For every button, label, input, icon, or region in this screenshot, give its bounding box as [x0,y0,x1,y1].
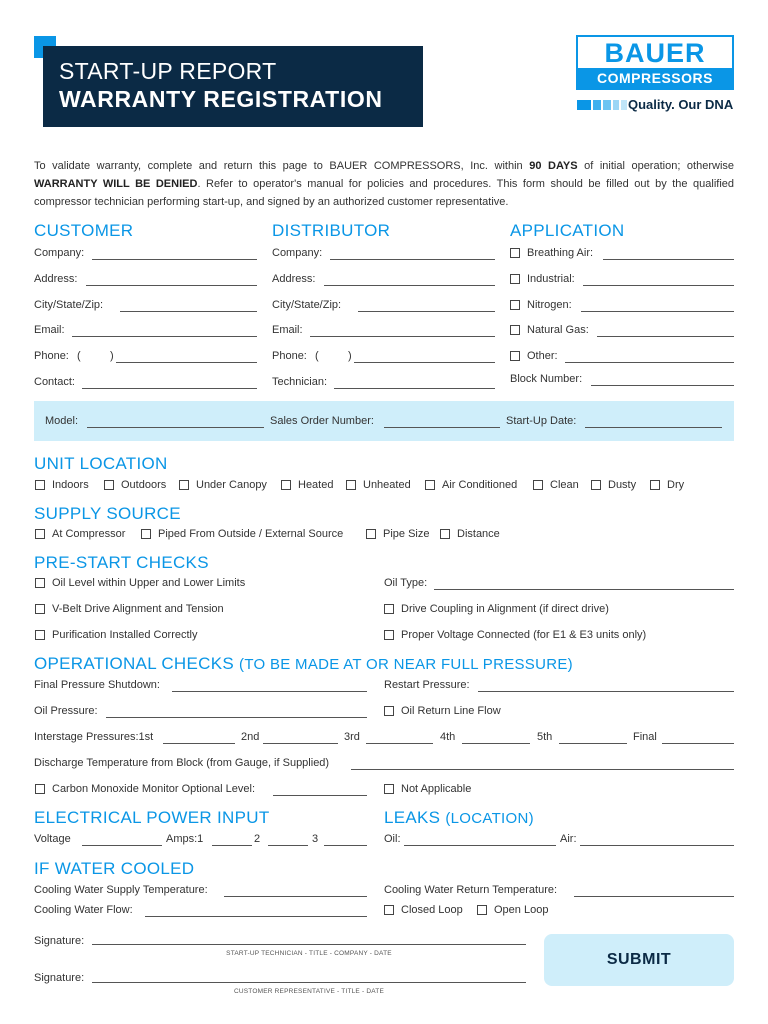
oil-pressure-label: Oil Pressure: [34,705,98,717]
breathing-air-label: Breathing Air: [527,247,594,259]
oil-level-label: Oil Level within Upper and Lower Limits [52,577,246,589]
intro-text-2: of initial operation; otherwise [577,160,735,172]
leaks-air-field[interactable] [580,845,734,846]
return-temp-label: Cooling Water Return Temperature: [384,884,558,896]
open-loop-checkbox[interactable] [477,905,487,915]
breathing-air-field[interactable] [603,259,734,260]
distributor-company-label: Company: [272,247,323,259]
submit-button[interactable]: SUBMIT [544,934,734,986]
interstage-final-label: Final [633,731,657,743]
sales-order-label: Sales Order Number: [270,415,374,427]
piped-from-outside-label: Piped From Outside / External Source [158,528,344,540]
intro-text-1: To validate warranty, complete and return this page to BAUER COMPRESSORS, Inc. within [34,160,530,172]
interstage-final-field[interactable] [662,743,734,744]
breathing-air-checkbox[interactable] [510,248,520,258]
oil-return-label: Oil Return Line Flow [401,705,501,717]
interstage-label: Interstage Pressures:1st [34,731,154,743]
final-pressure-label: Final Pressure Shutdown: [34,679,160,691]
intro-denied: WARRANTY WILL BE DENIED [34,178,198,190]
unheated-checkbox[interactable] [346,480,356,490]
drive-coupling-label: Drive Coupling in Alignment (if direct drive) [401,603,609,615]
block-number-field[interactable] [591,385,734,386]
not-applicable-label: Not Applicable [401,783,472,795]
title-line2: WARRANTY REGISTRATION [59,86,383,112]
customer-contact-field[interactable] [82,388,257,389]
oil-type-label: Oil Type: [384,577,428,589]
co-monitor-label: Carbon Monoxide Monitor Optional Level: [52,783,256,795]
logo-gradient-bars [577,100,629,110]
oil-pressure-field[interactable] [106,717,367,718]
supply-source-heading: SUPPLY SOURCE [34,504,181,523]
natural-gas-field[interactable] [597,336,734,337]
customer-company-label: Company: [34,247,85,259]
customer-email-field[interactable] [72,336,257,337]
amps-3-label: 3 [312,833,319,845]
outdoors-checkbox[interactable] [104,480,114,490]
distributor-phone-paren-close: ) [348,350,352,362]
model-field[interactable] [87,427,264,428]
distributor-technician-label: Technician: [272,376,328,388]
open-loop-label: Open Loop [494,904,549,916]
customer-phone-paren-close: ) [110,350,114,362]
customer-city-field[interactable] [120,311,257,312]
industrial-field[interactable] [583,285,734,286]
title-line1: START-UP REPORT [59,58,277,84]
logo-tagline: Quality. Our DNA [628,97,734,112]
natural-gas-label: Natural Gas: [527,324,589,336]
leaks-air-label: Air: [560,833,577,845]
distributor-city-field[interactable] [358,311,495,312]
indoors-checkbox[interactable] [35,480,45,490]
dry-label: Dry [667,479,685,491]
oil-return-checkbox[interactable] [384,706,394,716]
signature-1-label: Signature: [34,935,85,947]
distance-label: Distance [457,528,500,540]
water-flow-field[interactable] [145,916,367,917]
under-canopy-label: Under Canopy [196,479,267,491]
outdoors-label: Outdoors [121,479,167,491]
other-field[interactable] [565,362,734,363]
nitrogen-field[interactable] [581,311,734,312]
signature-2-field[interactable] [92,982,526,983]
under-canopy-checkbox[interactable] [179,480,189,490]
distributor-technician-field[interactable] [334,388,495,389]
supply-temp-field[interactable] [224,896,367,897]
leaks-heading [384,808,534,828]
interstage-3rd-field[interactable] [366,743,433,744]
interstage-5th-label: 5th [537,731,553,743]
dusty-label: Dusty [608,479,637,491]
distributor-company-field[interactable] [330,259,495,260]
distributor-address-label: Address: [272,273,316,285]
drive-coupling-checkbox[interactable] [384,604,394,614]
co-monitor-field[interactable] [273,795,367,796]
proper-voltage-label: Proper Voltage Connected (for E1 & E3 units only) [401,629,647,641]
customer-company-field[interactable] [92,259,257,260]
customer-city-label: City/State/Zip: [34,299,104,311]
signature-1-field[interactable] [92,944,526,945]
interstage-5th-field[interactable] [559,743,627,744]
voltage-label: Voltage [34,833,71,845]
water-cooled-heading: IF WATER COOLED [34,859,195,878]
intro-text-3: . Refer to operator's manual for policies and procedures. This form should be filled out by the qualified compressor technician performing start-up, and signed by an authorized customer representative. [34,178,734,208]
distributor-phone-paren-open: ( [315,350,319,362]
closed-loop-checkbox[interactable] [384,905,394,915]
other-checkbox[interactable] [510,351,520,361]
pipe-size-checkbox[interactable] [366,529,376,539]
model-info-bar [34,401,734,441]
operational-heading [34,654,573,674]
return-temp-field[interactable] [574,896,734,897]
distributor-phone-label: Phone: [272,350,307,362]
application-heading: APPLICATION [510,221,625,240]
sales-order-field[interactable] [384,427,500,428]
customer-address-field[interactable] [86,285,257,286]
leaks-heading-main: LEAKS [384,808,441,827]
heated-label: Heated [298,479,334,491]
interstage-2nd-label: 2nd [241,731,260,743]
vbelt-checkbox[interactable] [35,604,45,614]
air-conditioned-label: Air Conditioned [442,479,518,491]
model-label: Model: [45,415,79,427]
clean-checkbox[interactable] [533,480,543,490]
proper-voltage-checkbox[interactable] [384,630,394,640]
oil-level-checkbox[interactable] [35,578,45,588]
distance-checkbox[interactable] [440,529,450,539]
final-pressure-field[interactable] [172,691,367,692]
leaks-oil-label: Oil: [384,833,401,845]
interstage-1st-field[interactable] [163,743,235,744]
startup-date-label: Start-Up Date: [506,415,577,427]
water-flow-label: Cooling Water Flow: [34,904,133,916]
other-label: Other: [527,350,558,362]
signature-1-caption: START-UP TECHNICIAN - TITLE - COMPANY - DATE [226,950,392,957]
interstage-4th-label: 4th [440,731,456,743]
customer-phone-label: Phone: [34,350,69,362]
startup-date-field[interactable] [585,427,722,428]
purification-checkbox[interactable] [35,630,45,640]
industrial-checkbox[interactable] [510,274,520,284]
amps-3-field[interactable] [324,845,367,846]
customer-heading: CUSTOMER [34,221,134,240]
oil-type-field[interactable] [434,589,734,590]
co-monitor-checkbox[interactable] [35,784,45,794]
unheated-label: Unheated [363,479,411,491]
indoors-label: Indoors [52,479,89,491]
amps-2-field[interactable] [268,845,308,846]
dusty-checkbox[interactable] [591,480,601,490]
block-number-label: Block Number: [510,373,583,385]
operational-heading-sub: (TO BE MADE AT OR NEAR FULL PRESSURE) [239,656,573,673]
customer-contact-label: Contact: [34,376,75,388]
distributor-heading: DISTRIBUTOR [272,221,391,240]
restart-pressure-field[interactable] [478,691,734,692]
purification-label: Purification Installed Correctly [52,629,198,641]
customer-address-label: Address: [34,273,78,285]
air-conditioned-checkbox[interactable] [425,480,435,490]
title-banner [43,46,423,127]
natural-gas-checkbox[interactable] [510,325,520,335]
intro-paragraph [34,157,734,211]
distributor-phone-field[interactable] [354,362,495,363]
unit-location-heading: UNIT LOCATION [34,454,168,473]
distributor-email-field[interactable] [310,336,495,337]
logo-brand: BAUER [604,38,706,68]
piped-from-outside-checkbox[interactable] [141,529,151,539]
signature-2-label: Signature: [34,972,85,984]
interstage-4th-field[interactable] [462,743,530,744]
amps-1-field[interactable] [212,845,252,846]
customer-phone-field[interactable] [116,362,257,363]
intro-days: 90 DAYS [529,160,578,172]
vbelt-label: V-Belt Drive Alignment and Tension [52,603,224,615]
voltage-field[interactable] [82,845,162,846]
customer-phone-paren-open: ( [77,350,81,362]
bauer-logo [576,35,734,90]
at-compressor-checkbox[interactable] [35,529,45,539]
restart-pressure-label: Restart Pressure: [384,679,470,691]
discharge-field[interactable] [351,769,734,770]
supply-temp-label: Cooling Water Supply Temperature: [34,884,208,896]
leaks-oil-field[interactable] [404,845,556,846]
distributor-address-field[interactable] [324,285,495,286]
amps-2-label: 2 [254,833,261,845]
interstage-3rd-label: 3rd [344,731,360,743]
interstage-2nd-field[interactable] [263,743,338,744]
at-compressor-label: At Compressor [52,528,126,540]
leaks-heading-sub: (LOCATION) [445,810,534,827]
distributor-email-label: Email: [272,324,303,336]
not-applicable-checkbox[interactable] [384,784,394,794]
pipe-size-label: Pipe Size [383,528,430,540]
dry-checkbox[interactable] [650,480,660,490]
electrical-heading: ELECTRICAL POWER INPUT [34,808,270,827]
closed-loop-label: Closed Loop [401,904,463,916]
operational-heading-main: OPERATIONAL CHECKS [34,654,234,673]
customer-email-label: Email: [34,324,65,336]
nitrogen-label: Nitrogen: [527,299,572,311]
discharge-label: Discharge Temperature from Block (from Gauge, if Supplied) [34,757,330,769]
prestart-heading: PRE-START CHECKS [34,553,209,572]
industrial-label: Industrial: [527,273,575,285]
amps-label: Amps:1 [166,833,204,845]
heated-checkbox[interactable] [281,480,291,490]
distributor-city-label: City/State/Zip: [272,299,342,311]
clean-label: Clean [550,479,579,491]
logo-sub: COMPRESSORS [578,68,732,88]
nitrogen-checkbox[interactable] [510,300,520,310]
signature-2-caption: CUSTOMER REPRESENTATIVE - TITLE - DATE [233,988,385,995]
